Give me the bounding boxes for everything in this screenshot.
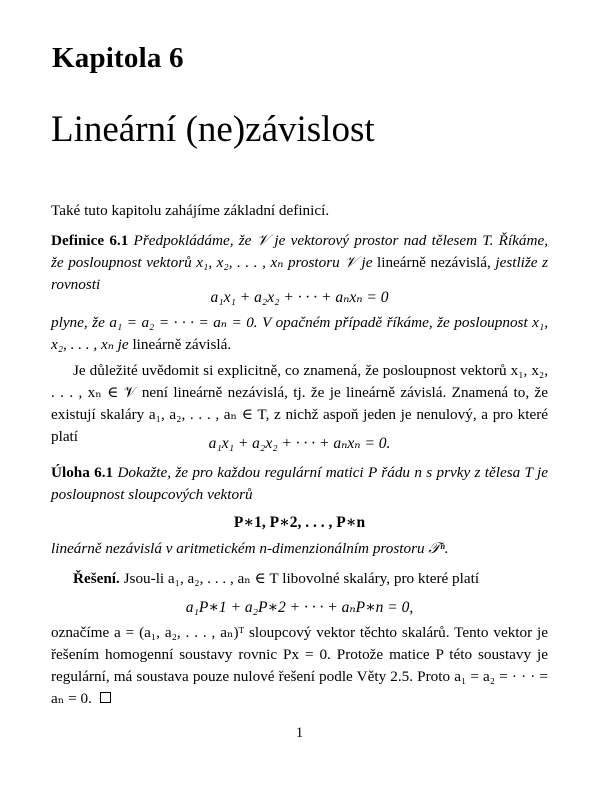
definition-label: Definice 6.1 bbox=[51, 232, 129, 249]
definition-text-2: jestliže z rovnosti bbox=[51, 254, 549, 293]
exercise-text-1: Dokažte, že pro každou regulární matici P řádu n s prvky z tělesa T je posloupnost sloupcových vektorů bbox=[51, 464, 548, 503]
solution-continuation bbox=[51, 622, 548, 710]
intro-paragraph bbox=[51, 200, 548, 222]
definition-term-2: lineárně závislá. bbox=[132, 336, 232, 353]
definition-text-3: plyne, že a₁ = a₂ = · · · = aₙ = 0. V opačném případě říkáme, že posloupnost x₁, x₂, . . . , xₙ je bbox=[51, 314, 548, 353]
page-number: 1 bbox=[295, 725, 304, 741]
exercise-text-2: lineárně nezávislá v aritmetickém n-dimenzionálním prostoru 𝒯ⁿ. bbox=[51, 540, 449, 557]
definition-block bbox=[51, 230, 548, 296]
exercise-label: Úloha 6.1 bbox=[51, 464, 114, 481]
definition-equation: a₁x₁ + a₂x₂ + · · · + aₙxₙ = 0 bbox=[210, 289, 389, 306]
qed-box-icon bbox=[100, 692, 111, 703]
exercise-equation: P∗1, P∗2, . . . , P∗n bbox=[233, 514, 366, 531]
solution-equation: a₁P∗1 + a₂P∗2 + · · · + aₙP∗n = 0, bbox=[185, 599, 414, 616]
solution-block bbox=[51, 568, 548, 590]
definition-continuation bbox=[51, 312, 548, 356]
definition-term: lineárně nezávislá, bbox=[377, 254, 491, 271]
exercise-block bbox=[51, 462, 548, 506]
solution-label: Řešení. bbox=[73, 570, 120, 587]
explanation-text: Je důležité uvědomit si explicitně, co znamená, že posloupnost vektorů x₁, x₂, . . . , xₙ ∈ 𝒱 není lineárně nezávislá, tj. že je lineárně závislá. Znamená to, že existují skaláry a₁, a₂, . . . , aₙ ∈ T, z nichž aspoň jeden je nenulový, a pro které platí bbox=[51, 362, 548, 445]
definition-text-1: Předpokládáme, že 𝒱 je vektorový prostor nad tělesem T. Říkáme, že posloupnost vektorů x₁, x₂, . . . , xₙ prostoru 𝒱 je bbox=[51, 232, 549, 271]
explanation-equation: a₁x₁ + a₂x₂ + · · · + aₙxₙ = 0. bbox=[208, 435, 391, 452]
intro-text: Také tuto kapitolu zahájíme základní definicí. bbox=[51, 202, 330, 219]
solution-text-1: Jsou-li a₁, a₂, . . . , aₙ ∈ T libovolné skaláry, pro které platí bbox=[123, 570, 480, 587]
chapter-label: Kapitola 6 bbox=[52, 42, 184, 74]
exercise-continuation bbox=[51, 538, 548, 560]
solution-text-2: označíme a = (a₁, a₂, . . . , aₙ)ᵀ sloupcový vektor těchto skalárů. Tento vektor je řešením homogenní soustavy rovnic Px = 0. Protože matice P této soustavy je regulární, má soustava pouze nulové řešení podle Věty 2.5. Proto a₁ = a₂ = · · · = aₙ = 0. bbox=[51, 624, 548, 707]
chapter-title: Lineární (ne)závislost bbox=[51, 109, 375, 150]
